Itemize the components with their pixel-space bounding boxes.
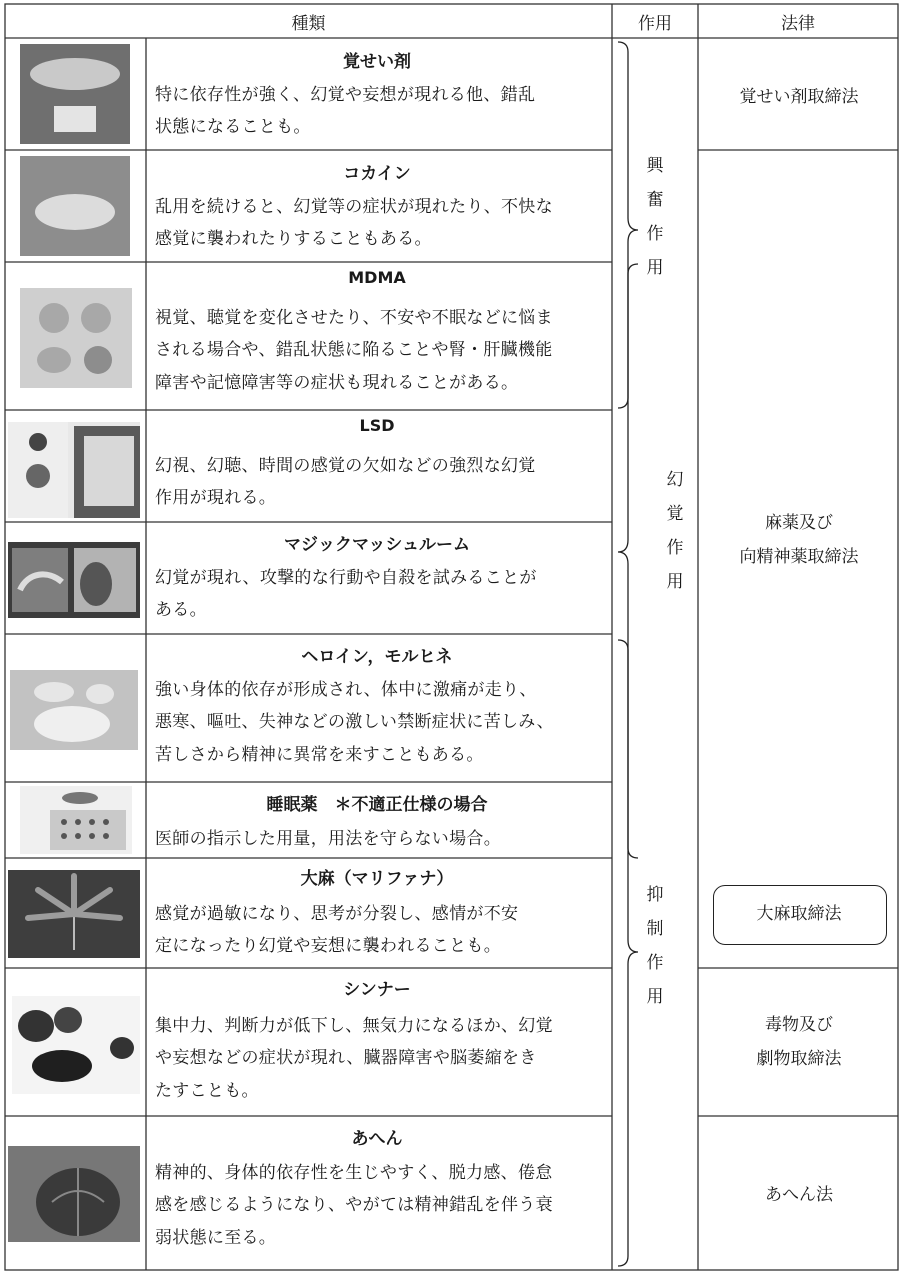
photo-lsd	[8, 422, 140, 518]
brace-depressant	[618, 640, 638, 1266]
law-stimulant: 覚せい剤取締法	[739, 87, 859, 107]
drug-desc-lsd: 幻視、幻聴、時間の感覚の欠如などの強烈な幻覚 作用が現れる。	[155, 456, 536, 509]
drug-name-sleeping-pills: 睡眠薬 ＊不適正仕様の場合	[266, 795, 488, 815]
drug-desc-mdma: 視覚、聴覚を変化させたり、不安や不眠などに悩ま される場合や、錯乱状態に陥ることや腎・肝臓機能 障害や記憶障害等の症状も現れることがある。	[155, 308, 553, 393]
drug-desc-mushroom: 幻覚が現れ、攻撃的な行動や自殺を試みることが ある。	[155, 568, 537, 621]
drug-name-opium: あへん	[351, 1129, 403, 1149]
drug-name-mushroom: マジックマッシュルーム	[284, 535, 470, 555]
law-cannabis: 大麻取締法	[756, 904, 842, 924]
drug-desc-opium: 精神的、身体的依存性を生じやすく、脱力感、倦怠 感を感じるようになり、やがては精神錯乱を伴う衰 弱状態に至る。	[155, 1163, 553, 1248]
law-poison: 毒物及び 劇物取締法	[756, 1015, 842, 1069]
drug-name-cannabis: 大麻（マリファナ）	[300, 869, 454, 889]
drug-desc-stimulant: 特に依存性が強く、幻覚や妄想が現れる他、錯乱 状態になることも。	[155, 85, 536, 138]
drug-name-mdma: MDMA	[348, 268, 406, 287]
effect-depressant: 抑制作用	[646, 885, 664, 1007]
photo-opium	[8, 1146, 140, 1242]
drug-name-heroin: ヘロイン，モルヒネ	[301, 647, 453, 667]
photo-stimulant	[20, 44, 130, 144]
photo-heroin	[10, 670, 138, 750]
drug-desc-cocaine: 乱用を続けると、幻覚等の症状が現れたり、不快な 感覚に襲われたりすることもある。	[155, 197, 553, 250]
drug-desc-thinner: 集中力、判断力が低下し、無気力になるほか、幻覚 や妄想などの症状が現れ、臓器障害や脳萎縮をき たすことも。	[155, 1016, 553, 1101]
drug-desc-cannabis: 感覚が過敏になり、思考が分裂し、感情が不安 定になったり幻覚や妄想に襲われることも。	[155, 904, 519, 957]
law-narcotics: 麻薬及び 向精神薬取締法	[739, 513, 859, 567]
header-effect: 作用	[638, 13, 672, 34]
photo-mushroom	[8, 542, 140, 618]
law-opium: あへん法	[765, 1185, 833, 1205]
drug-name-cocaine: コカイン	[343, 164, 411, 184]
effect-hallucinogen: 幻覚作用	[666, 470, 684, 592]
header-law: 法律	[781, 13, 815, 34]
photo-cocaine	[20, 156, 130, 256]
photo-mdma	[20, 288, 132, 388]
photo-sleeping-pills	[20, 786, 132, 854]
drug-desc-sleeping-pills: 医師の指示した用量，用法を守らない場合。	[155, 829, 501, 849]
drug-name-lsd: LSD	[359, 416, 395, 435]
photo-thinner	[12, 996, 140, 1094]
photo-cannabis	[8, 870, 140, 958]
drug-name-stimulant: 覚せい剤	[343, 52, 411, 72]
drug-name-thinner: シンナー	[343, 980, 411, 1000]
drug-desc-heroin: 強い身体的依存が形成され、体中に激痛が走り、 悪寒、嘔吐、失神などの激しい禁断症状に苦しみ、 苦しさから精神に異常を来すこともある。	[155, 680, 554, 765]
header-kind: 種類	[291, 13, 326, 34]
effect-stimulant: 興奮作用	[646, 156, 664, 278]
